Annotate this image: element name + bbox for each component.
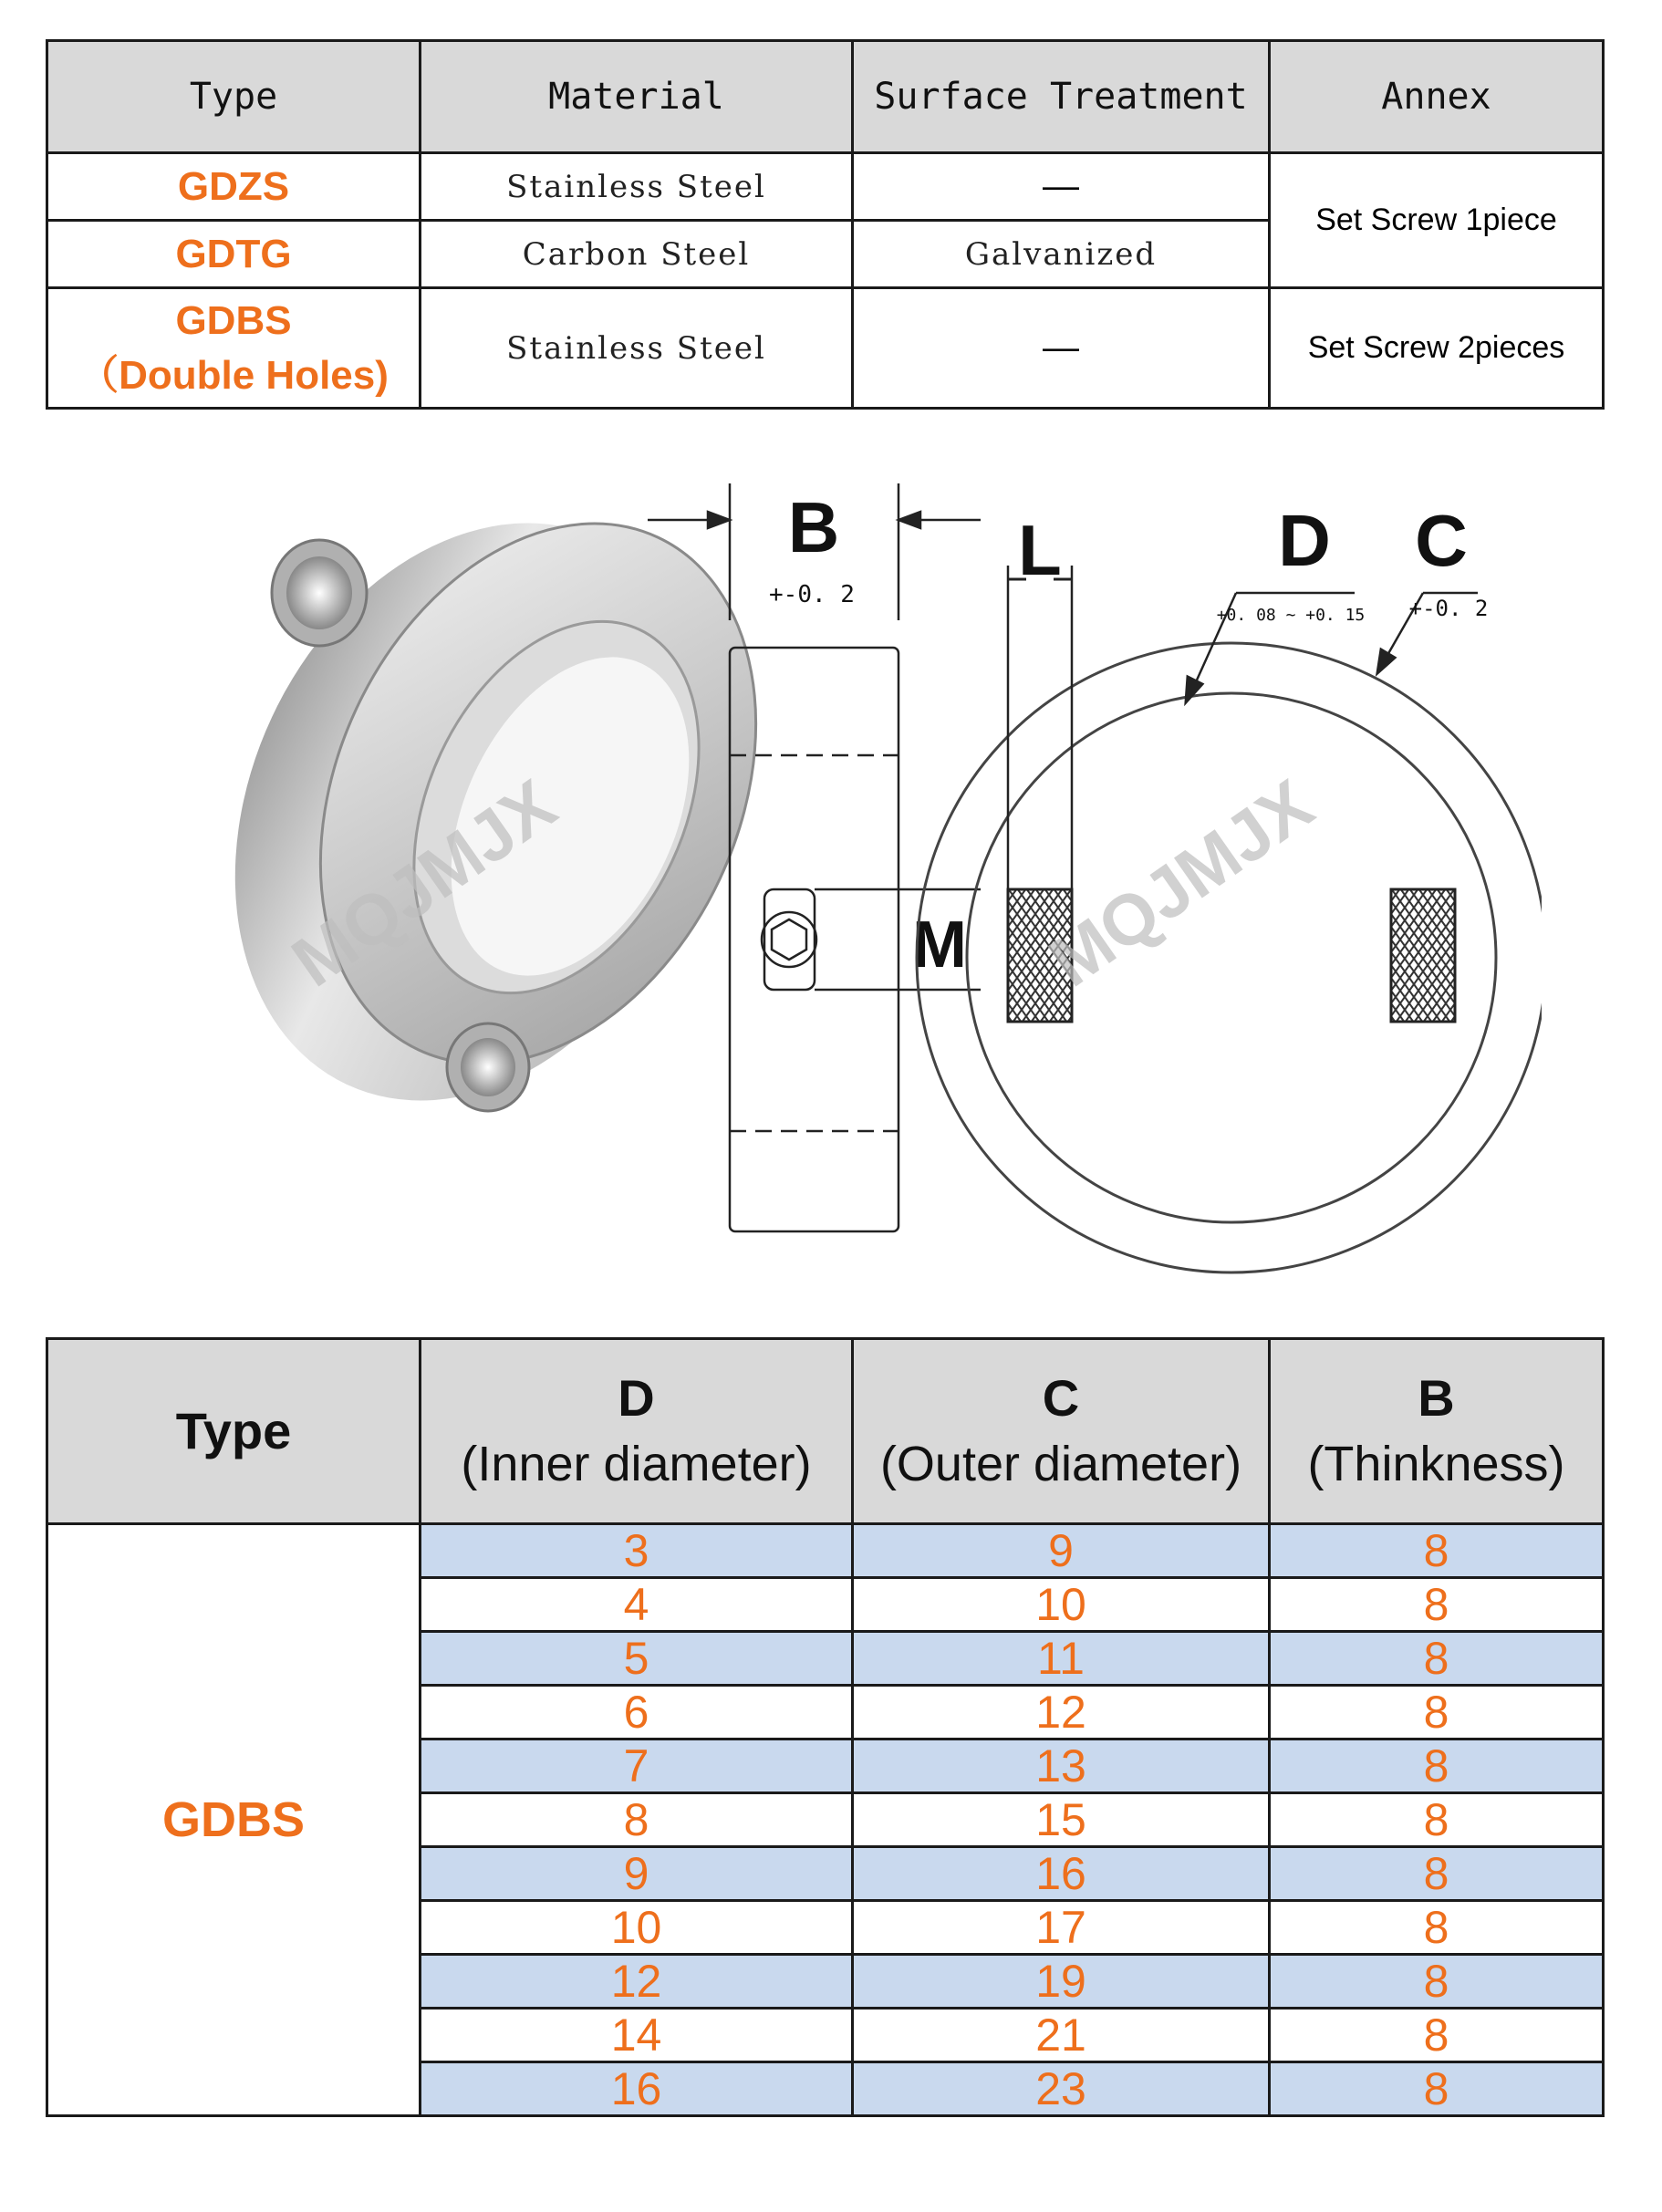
header-b-desc: (Thinkness) <box>1307 1437 1565 1491</box>
inner-diameter-cell: 9 <box>421 1847 853 1901</box>
header-thickness <box>1270 1339 1604 1524</box>
product-drawing <box>146 429 1542 1323</box>
outer-diameter-cell: 10 <box>853 1578 1270 1632</box>
outer-diameter-cell: 15 <box>853 1793 1270 1847</box>
thickness-cell: 8 <box>1270 1632 1604 1686</box>
inner-diameter-cell: 7 <box>421 1739 853 1793</box>
thickness-cell: 8 <box>1270 1578 1604 1632</box>
header-c-letter: C <box>1042 1369 1080 1427</box>
tolerance-b: +-0. 2 <box>769 581 855 608</box>
thickness-cell: 8 <box>1270 1686 1604 1739</box>
dimension-table <box>46 1337 1605 2117</box>
front-view <box>917 566 1542 1272</box>
inner-diameter-cell: 10 <box>421 1901 853 1955</box>
table-row <box>47 1524 1604 1578</box>
outer-diameter-cell: 9 <box>853 1524 1270 1578</box>
header-surface-treatment: Surface Treatment <box>853 41 1270 153</box>
label-l: L <box>1018 510 1062 590</box>
type-gdbs <box>47 288 421 409</box>
label-m: M <box>912 909 967 981</box>
inner-diameter-cell: 3 <box>421 1524 853 1578</box>
inner-diameter-cell: 8 <box>421 1793 853 1847</box>
header-annex: Annex <box>1270 41 1604 153</box>
tolerance-d: +0. 08 ~ +0. 15 <box>1216 606 1366 625</box>
header-outer-diameter <box>853 1339 1270 1524</box>
type-gdtg: GDTG <box>47 221 421 288</box>
inner-diameter-cell: 16 <box>421 2062 853 2116</box>
thickness-cell: 8 <box>1270 1847 1604 1901</box>
type-gdbs-note: （Double Holes) <box>78 352 389 398</box>
material-cell: Stainless Steel <box>421 153 853 221</box>
inner-diameter-cell: 4 <box>421 1578 853 1632</box>
header-d-letter: D <box>618 1369 655 1427</box>
thickness-cell: 8 <box>1270 2062 1604 2116</box>
outer-diameter-cell: 16 <box>853 1847 1270 1901</box>
thickness-cell: 8 <box>1270 1524 1604 1578</box>
outer-diameter-cell: 17 <box>853 1901 1270 1955</box>
dimension-body <box>47 1524 1604 2116</box>
header-type: Type <box>47 41 421 153</box>
header-inner-diameter <box>421 1339 853 1524</box>
outer-diameter-cell: 12 <box>853 1686 1270 1739</box>
surface-cell: Galvanized <box>853 221 1270 288</box>
type-gdbs-cell: GDBS <box>47 1524 421 2116</box>
outer-diameter-cell: 19 <box>853 1955 1270 2009</box>
header-b-letter: B <box>1418 1369 1455 1427</box>
material-row <box>47 288 1604 409</box>
label-d: D <box>1278 500 1331 581</box>
inner-diameter-cell: 12 <box>421 1955 853 2009</box>
surface-cell: — <box>853 288 1270 409</box>
header-c-desc: (Outer diameter) <box>879 1437 1242 1491</box>
material-table <box>46 39 1605 410</box>
type-gdbs-name: GDBS <box>175 297 292 343</box>
header-d-desc: (Inner diameter) <box>461 1437 812 1491</box>
annex-cell: Set Screw 1piece <box>1270 153 1604 288</box>
thickness-cell: 8 <box>1270 1901 1604 1955</box>
thickness-cell: 8 <box>1270 1739 1604 1793</box>
material-cell: Carbon Steel <box>421 221 853 288</box>
watermark: MQJMJX <box>277 763 570 1002</box>
inner-diameter-cell: 14 <box>421 2009 853 2062</box>
drawing-svg <box>146 429 1542 1323</box>
material-row <box>47 153 1604 221</box>
dimension-header-row <box>47 1339 1604 1524</box>
thickness-cell: 8 <box>1270 1955 1604 2009</box>
thickness-cell: 8 <box>1270 2009 1604 2062</box>
watermark: MQJMJX <box>1034 763 1327 1002</box>
header-material: Material <box>421 41 853 153</box>
tolerance-c: +-0. 2 <box>1408 596 1489 621</box>
outer-diameter-cell: 23 <box>853 2062 1270 2116</box>
material-cell: Stainless Steel <box>421 288 853 409</box>
inner-diameter-cell: 6 <box>421 1686 853 1739</box>
label-b: B <box>787 487 840 567</box>
outer-diameter-cell: 13 <box>853 1739 1270 1793</box>
surface-cell: — <box>853 153 1270 221</box>
outer-diameter-cell: 11 <box>853 1632 1270 1686</box>
header-type: Type <box>47 1339 421 1524</box>
inner-diameter-cell: 5 <box>421 1632 853 1686</box>
label-c: C <box>1415 500 1468 581</box>
thickness-cell: 8 <box>1270 1793 1604 1847</box>
outer-diameter-cell: 21 <box>853 2009 1270 2062</box>
annex-cell: Set Screw 2pieces <box>1270 288 1604 409</box>
material-header-row <box>47 41 1604 153</box>
type-gdzs: GDZS <box>47 153 421 221</box>
